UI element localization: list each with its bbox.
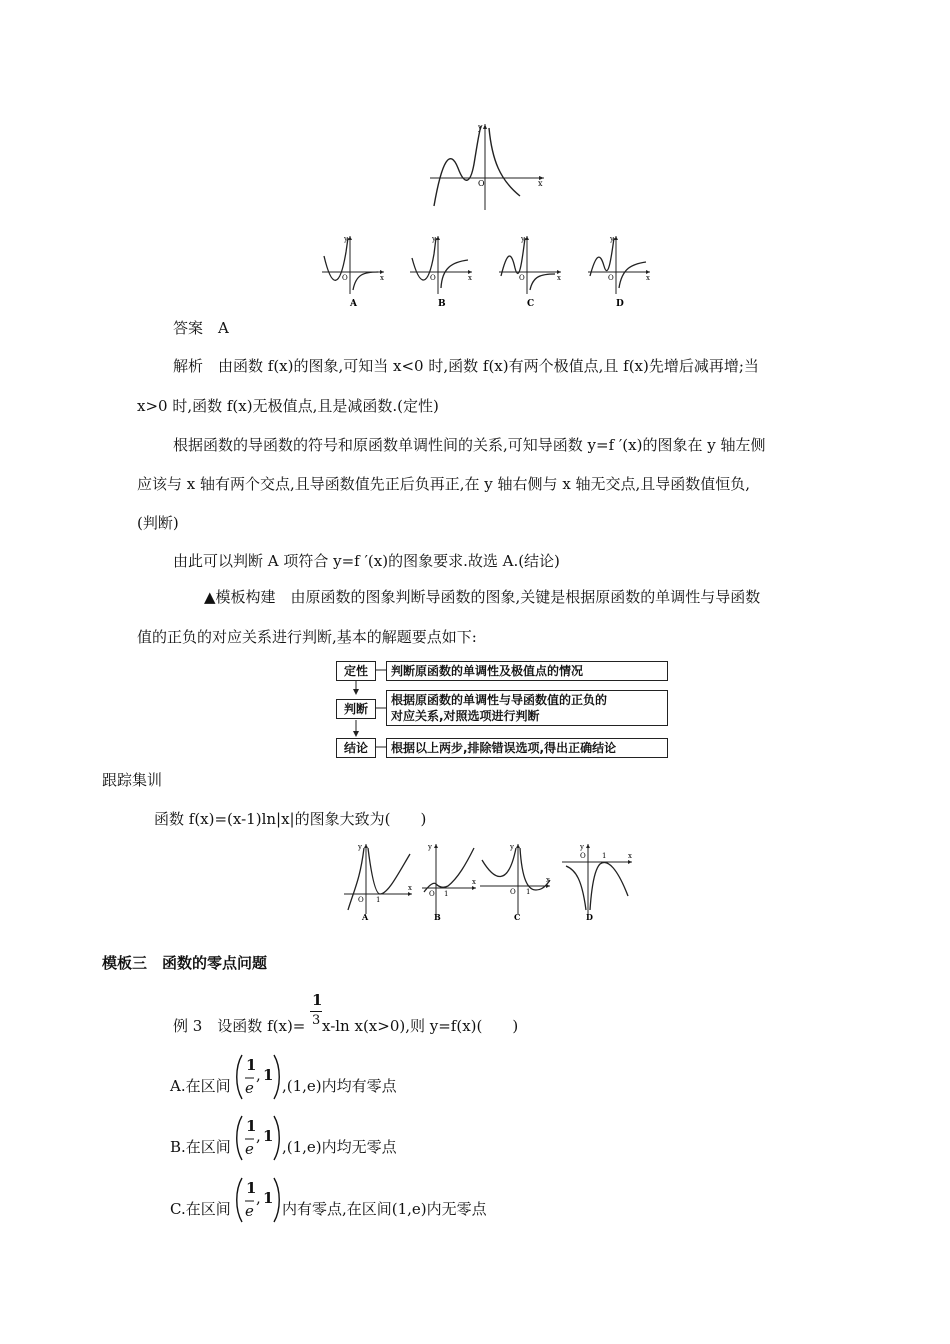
- analysis-line-3: 根据函数的导函数的符号和原函数单调性间的关系,可知导函数 y=f ′(x)的图象在 y 轴左侧: [173, 436, 766, 454]
- option-c-prefix: C.在区间: [170, 1200, 231, 1218]
- svg-text:C: C: [514, 912, 521, 922]
- option-a-prefix: A.在区间: [170, 1077, 231, 1095]
- practice-graph-b: [420, 840, 480, 922]
- svg-text:B: B: [434, 912, 441, 922]
- option-a-right: 1: [263, 1066, 274, 1084]
- svg-text:y: y: [478, 123, 483, 132]
- analysis-line-5: (判断): [137, 514, 179, 532]
- svg-text:x: x: [557, 274, 561, 282]
- analysis-line-1: 解析 由函数 f(x)的图象,可知当 x<0 时,函数 f(x)有两个极值点,且 f(x)先增后减再增;当: [173, 357, 759, 375]
- svg-text:x: x: [408, 884, 412, 892]
- svg-text:1: 1: [376, 896, 381, 904]
- flow-tag-qualitative: 定性: [336, 661, 376, 681]
- template-note-line-1: ▲模板构建 由原函数的图象判断导函数的图象,关键是根据原函数的单调性与导函数: [204, 588, 761, 606]
- flow-tag-judge: 判断: [336, 699, 376, 719]
- flow-text-conclusion: 根据以上两步,排除错误选项,得出正确结论: [386, 738, 668, 758]
- svg-text:1: 1: [526, 888, 531, 896]
- svg-text:y: y: [510, 843, 514, 851]
- option-graph-a: [320, 232, 388, 312]
- svg-text:x: x: [546, 876, 550, 884]
- flow-tag-conclusion: 结论: [336, 738, 376, 758]
- svg-text:O: O: [429, 890, 435, 898]
- svg-text:O: O: [430, 274, 436, 282]
- svg-text:D: D: [586, 912, 593, 922]
- svg-text:1: 1: [444, 890, 449, 898]
- svg-text:y: y: [432, 235, 436, 243]
- analysis-line-4: 应该与 x 轴有两个交点,且导函数值先正后负再正,在 y 轴右侧与 x 轴无交点,且导函数值恒负,: [137, 475, 751, 493]
- svg-text:y: y: [428, 843, 432, 851]
- example3-frac-bar: [310, 1011, 322, 1012]
- template-note-line-2: 值的正负的对应关系进行判断,基本的解题要点如下:: [137, 628, 477, 646]
- svg-text:O: O: [342, 274, 348, 282]
- svg-text:A: A: [350, 299, 357, 309]
- option-b-suffix: ,(1,e)内均无零点: [282, 1138, 397, 1156]
- svg-text:O: O: [510, 888, 516, 896]
- svg-text:D: D: [616, 299, 624, 309]
- option-graph-b: [408, 232, 476, 312]
- flow-text-qualitative: 判断原函数的单调性及极值点的情况: [386, 661, 668, 681]
- analysis-line-6: 由此可以判断 A 项符合 y=f ′(x)的图象要求.故选 A.(结论): [173, 552, 560, 570]
- option-c-frac-num: 1: [246, 1179, 257, 1197]
- example3-suffix: x-ln x(x>0),则 y=f(x)( ): [322, 1017, 519, 1035]
- option-c-suffix: 内有零点,在区间(1,e)内无零点: [282, 1200, 487, 1218]
- option-c-right: 1: [263, 1189, 274, 1207]
- option-c-frac-den: e: [245, 1202, 254, 1220]
- svg-text:x: x: [538, 179, 543, 188]
- practice-graph-d: [560, 840, 636, 922]
- option-b-interval: 1 e , 1: [234, 1114, 282, 1162]
- practice-graph-a: [342, 840, 416, 922]
- svg-text:y: y: [610, 235, 614, 243]
- svg-text:O: O: [358, 896, 364, 904]
- svg-text:x: x: [646, 274, 650, 282]
- svg-text:y: y: [358, 843, 362, 851]
- svg-text:B: B: [438, 299, 446, 309]
- svg-text:O: O: [478, 179, 485, 188]
- flow-text-judge-line-1: 根据原函数的单调性与导函数值的正负的: [391, 693, 608, 707]
- practice-question: 函数 f(x)=(x-1)ln|x|的图象大致为( ): [154, 810, 427, 828]
- svg-text:A: A: [362, 912, 369, 922]
- option-a-frac-num: 1: [246, 1056, 257, 1074]
- example3-frac-numerator: 1: [312, 991, 323, 1009]
- option-a-frac-den: e: [245, 1079, 254, 1097]
- svg-text:x: x: [380, 274, 384, 282]
- svg-text:x: x: [628, 852, 632, 860]
- option-a-interval: 1 e , 1: [234, 1053, 282, 1101]
- svg-text:x: x: [472, 878, 476, 886]
- answer-line: 答案 A: [173, 319, 229, 337]
- svg-text:y: y: [521, 235, 525, 243]
- flow-text-judge: [386, 690, 668, 726]
- option-c-interval: 1 e , 1: [234, 1176, 282, 1224]
- svg-text:C: C: [527, 299, 535, 309]
- svg-text:x: x: [468, 274, 472, 282]
- option-graph-d: [586, 232, 654, 312]
- section3-heading: 模板三 函数的零点问题: [102, 954, 268, 972]
- main-function-graph: [428, 120, 548, 212]
- option-a-suffix: ,(1,e)内均有零点: [282, 1077, 397, 1095]
- svg-text:1: 1: [602, 852, 607, 860]
- example3-frac-denominator: 3: [312, 1013, 321, 1028]
- flow-text-judge-line-2: 对应关系,对照选项进行判断: [391, 709, 540, 723]
- practice-heading: 跟踪集训: [102, 771, 163, 789]
- option-b-prefix: B.在区间: [170, 1138, 231, 1156]
- option-b-right: 1: [263, 1127, 274, 1145]
- option-b-frac-den: e: [245, 1140, 254, 1158]
- practice-graph-c: [478, 840, 554, 922]
- svg-text:O: O: [608, 274, 614, 282]
- option-graph-c: [497, 232, 565, 312]
- svg-text:y: y: [344, 235, 348, 243]
- example3-prefix: 例 3 设函数 f(x)=: [173, 1017, 306, 1035]
- svg-text:O: O: [519, 274, 525, 282]
- flowchart: [336, 658, 668, 760]
- analysis-line-2: x>0 时,函数 f(x)无极值点,且是减函数.(定性): [137, 397, 439, 415]
- svg-text:O: O: [580, 852, 586, 860]
- svg-text:y: y: [580, 843, 584, 851]
- option-b-frac-num: 1: [246, 1117, 257, 1135]
